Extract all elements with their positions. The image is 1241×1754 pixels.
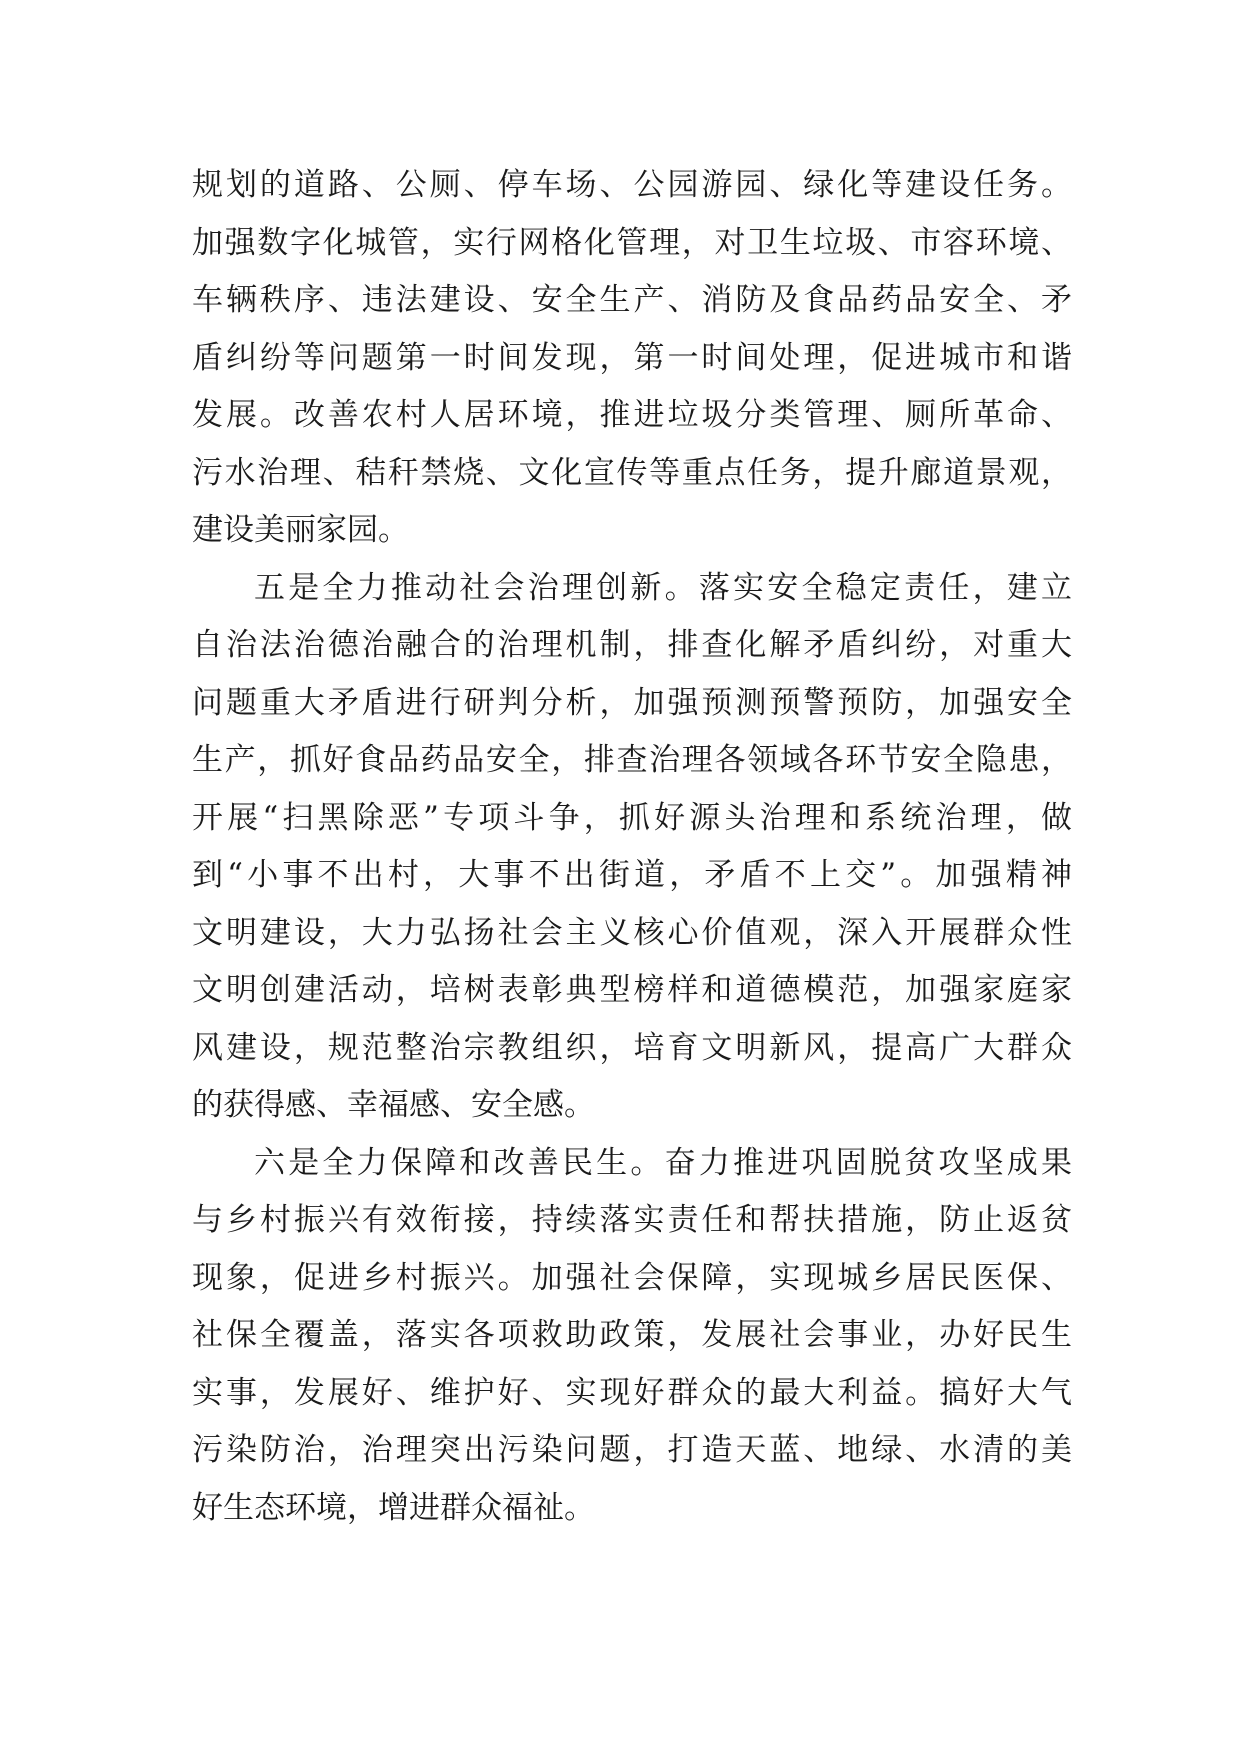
text-line: 文明创建活动，培树表彰典型榜样和道德模范，加强家庭家 xyxy=(192,972,1072,1008)
text-line: 规划的道路、公厕、停车场、公园游园、绿化等建设任务。 xyxy=(192,167,1072,203)
text-line: 实事，发展好、维护好、实现好群众的最大利益。搞好大气 xyxy=(192,1374,1072,1411)
text-line: 污水治理、秸秆禁烧、文化宣传等重点任务，提升廊道景观， xyxy=(192,454,1072,491)
text-line: 与乡村振兴有效衔接，持续落实责任和帮扶措施，防止返贫 xyxy=(192,1202,1072,1238)
text-line: 到“小事不出村，大事不出街道，矛盾不上交”。加强精神 xyxy=(192,857,1072,893)
text-line: 自治法治德治融合的治理机制，排查化解矛盾纠纷，对重大 xyxy=(192,627,1072,663)
text-line: 加强数字化城管，实行网格化管理，对卫生垃圾、市容环境、 xyxy=(192,224,1072,261)
text-line: 好生态环境，增进群众福祉。 xyxy=(192,1489,595,1526)
text-line: 盾纠纷等问题第一时间发现，第一时间处理，促进城市和谐 xyxy=(192,339,1072,376)
paragraph-first-line: 五是全力推动社会治理创新。落实安全稳定责任，建立 xyxy=(254,569,1072,606)
text-line: 污染防治，治理突出污染问题，打造天蓝、地绿、水清的美 xyxy=(192,1432,1072,1468)
paragraph-first-line: 六是全力保障和改善民生。奋力推进巩固脱贫攻坚成果 xyxy=(254,1144,1072,1181)
text-line: 开展“扫黑除恶”专项斗争，抓好源头治理和系统治理，做 xyxy=(192,799,1072,836)
text-line: 生产，抓好食品药品安全，排查治理各领域各环节安全隐患， xyxy=(192,742,1072,778)
text-line: 文明建设，大力弘扬社会主义核心价值观，深入开展群众性 xyxy=(192,914,1072,951)
text-line: 现象，促进乡村振兴。加强社会保障，实现城乡居民医保、 xyxy=(192,1259,1072,1296)
text-line: 发展。改善农村人居环境，推进垃圾分类管理、厕所革命、 xyxy=(192,397,1072,433)
text-line: 建设美丽家园。 xyxy=(192,512,409,548)
text-line: 社保全覆盖，落实各项救助政策，发展社会事业，办好民生 xyxy=(192,1317,1072,1353)
text-line: 的获得感、幸福感、安全感。 xyxy=(192,1087,595,1123)
text-line: 问题重大矛盾进行研判分析，加强预测预警预防，加强安全 xyxy=(192,684,1072,721)
body-text xyxy=(192,157,1072,1537)
text-line: 车辆秩序、违法建设、安全生产、消防及食品药品安全、矛 xyxy=(192,282,1072,318)
text-line: 风建设，规范整治宗教组织，培育文明新风，提高广大群众 xyxy=(192,1029,1072,1066)
